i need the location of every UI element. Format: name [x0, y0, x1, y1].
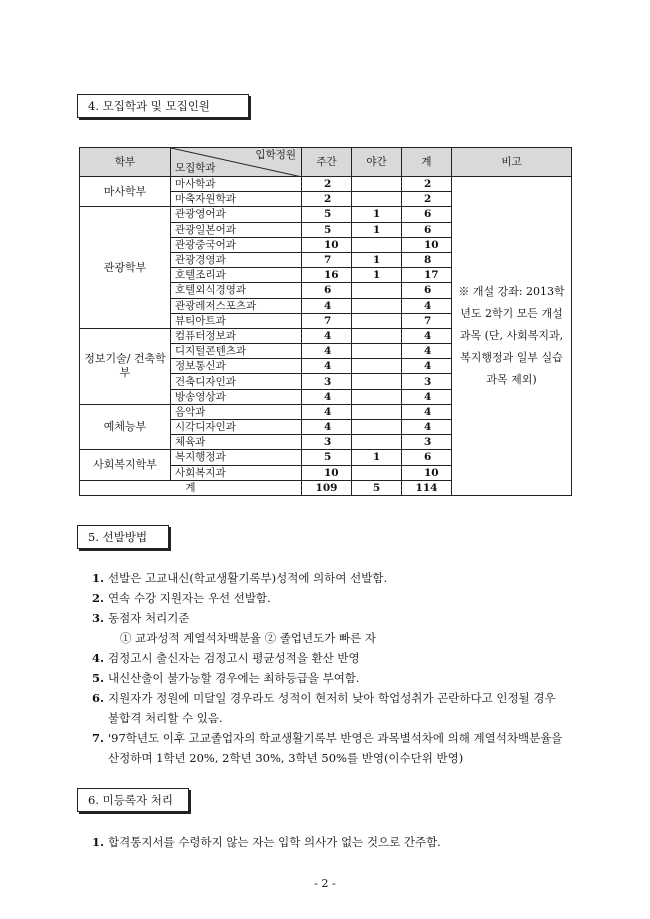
item-subtext: ① 교과성적 계열석차백분율 ② 졸업년도가 빠른 자: [120, 631, 377, 645]
total-count-cell: 2: [402, 192, 452, 207]
day-count-cell: 2: [302, 177, 352, 192]
item-number: 3.: [92, 611, 105, 625]
night-count-cell: [352, 435, 402, 450]
total-day-cell: 109: [302, 480, 352, 495]
total-count-cell: 6: [402, 283, 452, 298]
major-cell: 관광일본어과: [171, 222, 302, 237]
night-count-cell: [352, 313, 402, 328]
day-count-cell: 6: [302, 283, 352, 298]
header-total: 계: [402, 148, 452, 177]
night-count-cell: [352, 344, 402, 359]
day-count-cell: 5: [302, 450, 352, 465]
total-count-cell: 6: [402, 450, 452, 465]
major-cell: 관광영어과: [171, 207, 302, 222]
item-text: '97학년도 이후 고교졸업자의 학교생활기록부 반영은 과목별석차에 의해 계열석차백분율을 산정하며 1학년 20%, 2학년 30%, 3학년 50%를 반영(이수단위 반영): [108, 731, 563, 765]
item-text: 지원자가 정원에 미달일 경우라도 성적이 현저히 낮아 학업성취가 곤란하다고 인정될 경우 불합격 처리할 수 있음.: [108, 691, 556, 725]
total-count-cell: 4: [402, 344, 452, 359]
total-count-cell: 4: [402, 389, 452, 404]
major-cell: 음악과: [171, 404, 302, 419]
night-count-cell: 1: [352, 252, 402, 267]
day-count-cell: 4: [302, 359, 352, 374]
total-count-cell: 4: [402, 404, 452, 419]
night-count-cell: [352, 328, 402, 343]
night-count-cell: [352, 283, 402, 298]
day-count-cell: 4: [302, 298, 352, 313]
total-count-cell: 2: [402, 177, 452, 192]
item-number: 7.: [92, 731, 105, 745]
section-6-heading: 6. 미등록자 처리: [77, 788, 189, 812]
major-cell: 체육과: [171, 435, 302, 450]
day-count-cell: 4: [302, 328, 352, 343]
table-row: [80, 177, 572, 192]
page-number: - 2 -: [314, 877, 336, 890]
item-number: 4.: [92, 651, 105, 665]
header-major: 모집학과: [175, 162, 216, 174]
total-sum-cell: 114: [402, 480, 452, 495]
remark-cell: ※ 개설 강좌: 2013학년도 2학기 모든 개설 과목 (단, 사회복지과, 복지행정과 일부 실습 과목 제외): [452, 177, 572, 496]
total-count-cell: 6: [402, 222, 452, 237]
major-cell: 컴퓨터정보과: [171, 328, 302, 343]
item-number: 1.: [92, 571, 105, 585]
total-count-cell: 4: [402, 298, 452, 313]
section-4-heading: 4. 모집학과 및 모집인원: [77, 94, 249, 118]
list-item: [92, 588, 568, 608]
list-item: [92, 608, 568, 648]
admission-quota-table: [79, 147, 572, 496]
total-count-cell: 17: [402, 268, 452, 283]
item-number: 6.: [92, 691, 105, 705]
list-item: [92, 688, 568, 728]
major-cell: 관광경영과: [171, 252, 302, 267]
header-quota: 입학정원: [255, 149, 296, 161]
night-count-cell: [352, 374, 402, 389]
header-remark: 비고: [452, 148, 572, 177]
header-dept: 학부: [80, 148, 171, 177]
list-item: [92, 568, 568, 588]
total-count-cell: 10: [402, 465, 452, 480]
major-cell: 마축자원학과: [171, 192, 302, 207]
list-item: [92, 728, 568, 768]
total-count-cell: 3: [402, 435, 452, 450]
total-count-cell: 8: [402, 252, 452, 267]
item-number: 5.: [92, 671, 105, 685]
total-count-cell: 10: [402, 237, 452, 252]
major-cell: 호텔외식경영과: [171, 283, 302, 298]
item-text: 선발은 고교내신(학교생활기록부)성적에 의하여 선발함.: [108, 571, 388, 585]
major-cell: 뷰티아트과: [171, 313, 302, 328]
night-count-cell: [352, 298, 402, 313]
day-count-cell: 10: [302, 237, 352, 252]
table-header-row: [80, 148, 572, 177]
total-count-cell: 4: [402, 328, 452, 343]
night-count-cell: [352, 465, 402, 480]
dept-cell: 예체능부: [80, 404, 171, 450]
night-count-cell: [352, 420, 402, 435]
list-item: [92, 648, 568, 668]
night-count-cell: [352, 389, 402, 404]
major-cell: 시각디자인과: [171, 420, 302, 435]
total-count-cell: 4: [402, 359, 452, 374]
day-count-cell: 7: [302, 313, 352, 328]
selection-method-list: [92, 568, 568, 768]
header-day: 주간: [302, 148, 352, 177]
major-cell: 방송영상과: [171, 389, 302, 404]
night-count-cell: 1: [352, 268, 402, 283]
night-count-cell: [352, 237, 402, 252]
night-count-cell: [352, 192, 402, 207]
list-item: [92, 668, 568, 688]
dept-cell: 사회복지학부: [80, 450, 171, 480]
day-count-cell: 7: [302, 252, 352, 267]
total-night-cell: 5: [352, 480, 402, 495]
day-count-cell: 10: [302, 465, 352, 480]
day-count-cell: 4: [302, 404, 352, 419]
day-count-cell: 3: [302, 435, 352, 450]
item-text: 합격통지서를 수령하지 않는 자는 입학 의사가 없는 것으로 간주함.: [108, 835, 441, 849]
night-count-cell: [352, 177, 402, 192]
major-cell: 사회복지과: [171, 465, 302, 480]
total-count-cell: 3: [402, 374, 452, 389]
major-cell: 마사학과: [171, 177, 302, 192]
total-count-cell: 6: [402, 207, 452, 222]
night-count-cell: [352, 404, 402, 419]
major-cell: 복지행정과: [171, 450, 302, 465]
item-text: 검정고시 출신자는 검정고시 평균성적을 환산 반영: [108, 651, 360, 665]
unregistered-handling-list: [92, 832, 568, 852]
major-cell: 건축디자인과: [171, 374, 302, 389]
totals-label: 계: [80, 480, 302, 495]
major-cell: 호텔조리과: [171, 268, 302, 283]
day-count-cell: 4: [302, 344, 352, 359]
major-cell: 디지털콘텐츠과: [171, 344, 302, 359]
header-diagonal-cell: [171, 148, 302, 177]
dept-cell: 관광학부: [80, 207, 171, 329]
night-count-cell: 1: [352, 222, 402, 237]
dept-cell: 마사학부: [80, 177, 171, 207]
header-night: 야간: [352, 148, 402, 177]
major-cell: 관광레저스포츠과: [171, 298, 302, 313]
item-text: 동점자 처리기준: [108, 611, 190, 625]
item-number: 1.: [92, 835, 105, 849]
night-count-cell: 1: [352, 207, 402, 222]
item-text: 내신산출이 불가능할 경우에는 최하등급을 부여함.: [108, 671, 360, 685]
night-count-cell: 1: [352, 450, 402, 465]
item-number: 2.: [92, 591, 105, 605]
major-cell: 관광중국어과: [171, 237, 302, 252]
list-item: [92, 832, 568, 852]
day-count-cell: 2: [302, 192, 352, 207]
total-count-cell: 4: [402, 420, 452, 435]
day-count-cell: 4: [302, 420, 352, 435]
dept-cell: 정보기술/ 건축학부: [80, 328, 171, 404]
day-count-cell: 16: [302, 268, 352, 283]
item-text: 연속 수강 지원자는 우선 선발함.: [108, 591, 271, 605]
day-count-cell: 5: [302, 222, 352, 237]
night-count-cell: [352, 359, 402, 374]
total-count-cell: 7: [402, 313, 452, 328]
section-5-heading: 5. 선발방법: [77, 525, 169, 549]
day-count-cell: 4: [302, 389, 352, 404]
day-count-cell: 3: [302, 374, 352, 389]
day-count-cell: 5: [302, 207, 352, 222]
major-cell: 정보통신과: [171, 359, 302, 374]
